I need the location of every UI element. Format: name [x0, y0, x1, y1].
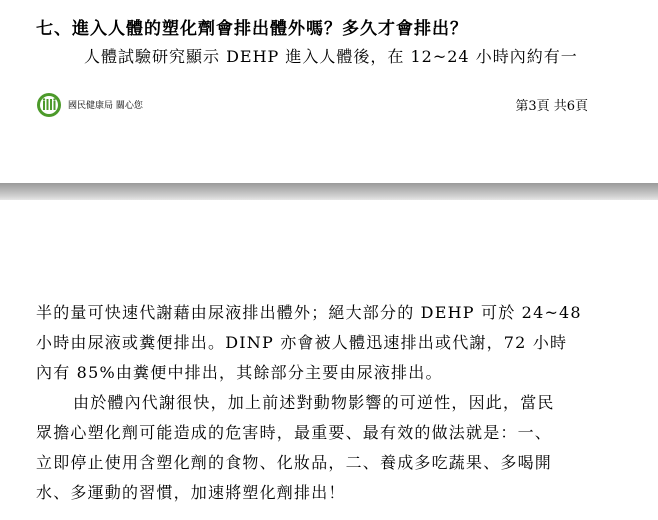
footer-organization: 國民健康局 關心您: [68, 101, 143, 111]
text-line: 水、多運動的習慣，加速將塑化劑排出！: [36, 483, 346, 502]
text-line: 小時由尿液或糞便排出。DINP 亦會被人體迅速排出或代謝，72 小時: [36, 333, 568, 352]
body-text: [36, 298, 636, 508]
text-line: 立即停止使用含塑化劑的食物、化妝品，二、養成多吃蔬果、多喝開: [36, 453, 553, 472]
text-line: 半的量可快速代謝藉由尿液排出體外；絕大部分的 DEHP 可於 24~48: [36, 303, 582, 322]
section-heading: 七、進入人體的塑化劑會排出體外嗎？多久才會排出？: [36, 19, 468, 39]
page-number: 第3頁 共6頁: [515, 99, 588, 114]
text-line: 內有 85%由糞便中排出，其餘部分主要由尿液排出。: [36, 363, 443, 382]
page-separator: [0, 183, 658, 200]
page-3: [0, 0, 658, 183]
health-bureau-logo-icon: [36, 92, 62, 118]
paragraph-line: 人體試驗研究顯示 DEHP 進入人體後，在 12~24 小時內約有一: [84, 47, 578, 66]
text-line: 眾擔心塑化劑可能造成的危害時，最重要、最有效的做法就是：一、: [36, 423, 553, 442]
text-line: 由於體內代謝很快，加上前述對動物影響的可逆性，因此，當民: [73, 393, 555, 412]
